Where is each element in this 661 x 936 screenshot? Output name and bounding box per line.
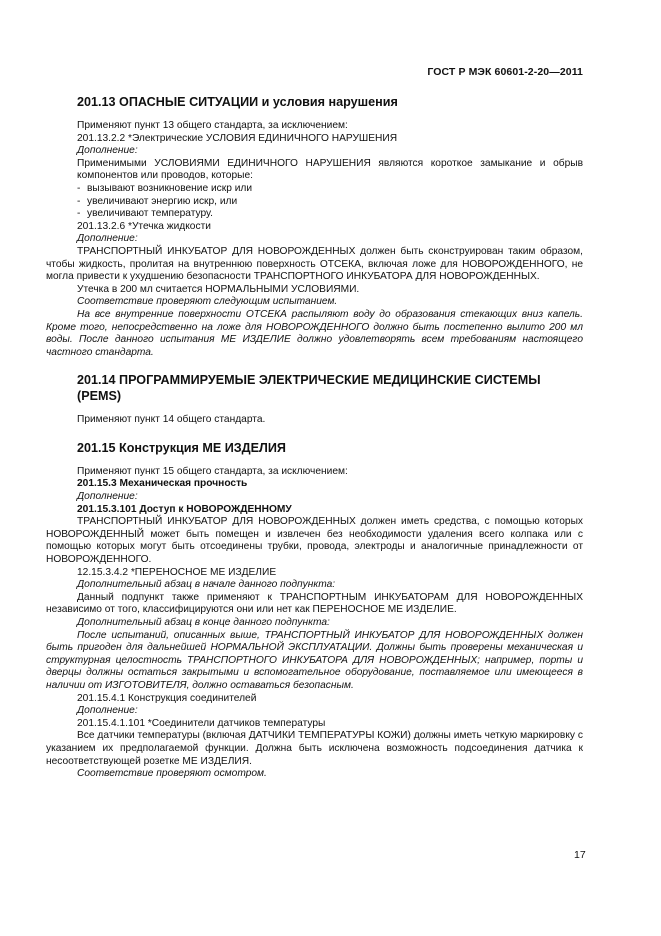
paragraph: Применяют пункт 13 общего стандарта, за исключением:: [77, 120, 348, 131]
addition-label: Дополнение:: [77, 233, 138, 245]
list-item: - увеличивают температуру.: [77, 208, 213, 220]
subclause-heading: 201.15.4.1 Конструкция соединителей: [77, 692, 257, 704]
addition-label: Дополнительный абзац в начале данного подпункта:: [77, 579, 336, 591]
addition-label: Дополнение:: [77, 705, 138, 717]
test-description: На все внутренние поверхности ОТСЕКА распыляют воду до образования стекающих вниз капель. Кроме того, непосредственно на ложе для НОВОРОЖДЕННОГО должно быть постепенно вылито 200 мл воды. После данного испытания МЕ ИЗДЕЛИЕ должно удовлетворять всем требованиям настоящего частного стандарта.: [46, 308, 583, 358]
subclause-heading: 201.15.4.1.101 *Соединители датчиков температуры: [77, 717, 326, 729]
list-item: - вызывают возникновение искр или: [77, 182, 253, 194]
section-15-title: 201.15 Конструкция МЕ ИЗДЕЛИЯ: [77, 440, 286, 455]
subclause-heading: 201.13.2.2 *Электрические УСЛОВИЯ ЕДИНИЧНОГО НАРУШЕНИЯ: [77, 132, 398, 144]
paragraph: Применяют пункт 15 общего стандарта, за исключением:: [77, 465, 348, 477]
paragraph: ТРАНСПОРТНЫЙ ИНКУБАТОР ДЛЯ НОВОРОЖДЕННЫХ должен иметь средства, с помощью которых НОВОРОЖДЕННЫЙ может быть помещен и извлечен без необходимости удаления всего колпака или с помощью которых могут быть отсоединены трубки, провода, электроды и аналогичные принадлежности от НОВОРОЖДЕННОГО.: [46, 516, 583, 566]
subclause-heading: 201.15.3 Механическая прочность: [77, 478, 248, 490]
paragraph: Применимыми УСЛОВИЯМИ ЕДИНИЧНОГО НАРУШЕНИЯ являются короткое замыкание и обрыв компонентов или проводов, которые:: [77, 157, 583, 182]
subclause-heading: 201.13.2.6 *Утечка жидкости: [77, 220, 211, 232]
condition-list: [77, 183, 583, 221]
paragraph: Утечка в 200 мл считается НОРМАЛЬНЫМИ УСЛОВИЯМИ.: [77, 283, 360, 295]
list-item: - увеличивают энергию искр, или: [77, 195, 238, 207]
paragraph: Все датчики температуры (включая ДАТЧИКИ ТЕМПЕРАТУРЫ КОЖИ) должны иметь четкую маркировку с указанием их предполагаемой функции. Должна быть исключена возможность подсоединения датчика к несоответствующей розетке МЕ ИЗДЕЛИЯ.: [46, 730, 583, 767]
subclause-heading: 12.15.3.4.2 *ПЕРЕНОСНОЕ МЕ ИЗДЕЛИЕ: [77, 566, 277, 578]
paragraph: ТРАНСПОРТНЫЙ ИНКУБАТОР ДЛЯ НОВОРОЖДЕННЫХ должен быть сконструирован таким образом, чтобы жидкость, пролитая на внутреннюю поверхность ОТСЕКА, включая ложе для НОВОРОЖДЕННОГО, не могла привести к ухудшению безопасности ТРАНСПОРТНОГО ИНКУБАТОРА ДЛЯ НОВОРОЖДЕННЫХ.: [46, 245, 583, 283]
compliance-statement: Соответствие проверяют следующим испытанием.: [77, 296, 338, 308]
addition-label: Дополнение:: [77, 491, 138, 503]
paragraph: После испытаний, описанных выше, ТРАНСПОРТНЫЙ ИНКУБАТОР ДЛЯ НОВОРОЖДЕННЫХ должен быть пригоден для дальнейшей НОРМАЛЬНОЙ ЭКСПЛУАТАЦИИ. Должны быть проверены механическая и структурная целостность ТРАНСПОРТНОГО ИНКУБАТОРА ДЛЯ НОВОРОЖДЕННЫХ; например, порты и дверцы должны остаться закрытыми и вспомогательное оборудование, поставляемое или имеющееся в наличии от ИЗГОТОВИТЕЛЯ, должно оставаться безопасным.: [46, 629, 583, 691]
subclause-heading: 201.15.3.101 Доступ к НОВОРОЖДЕННОМУ: [77, 503, 292, 515]
section-13-title: 201.13 ОПАСНЫЕ СИТУАЦИИ и условия нарушения: [77, 95, 398, 109]
document-header: ГОСТ Р МЭК 60601-2-20—2011: [427, 66, 583, 78]
addition-label: Дополнение:: [77, 145, 138, 157]
compliance-statement: Соответствие проверяют осмотром.: [77, 768, 267, 780]
page-content: [46, 94, 583, 781]
page-number: 17: [574, 849, 586, 861]
addition-label: Дополнительный абзац в конце данного подпункта:: [77, 617, 330, 628]
section-14-title: 201.14 ПРОГРАММИРУЕМЫЕ ЭЛЕКТРИЧЕСКИЕ МЕДИЦИНСКИЕ СИСТЕМЫ (PEMS): [77, 373, 541, 404]
paragraph: Данный подпункт также применяют к ТРАНСПОРТНЫМ ИНКУБАТОРАМ ДЛЯ НОВОРОЖДЕННЫХ независимо от того, классифицируются они или нет как ПЕРЕНОСНОЕ МЕ ИЗДЕЛИЕ.: [46, 591, 583, 616]
paragraph: Применяют пункт 14 общего стандарта.: [77, 414, 266, 426]
